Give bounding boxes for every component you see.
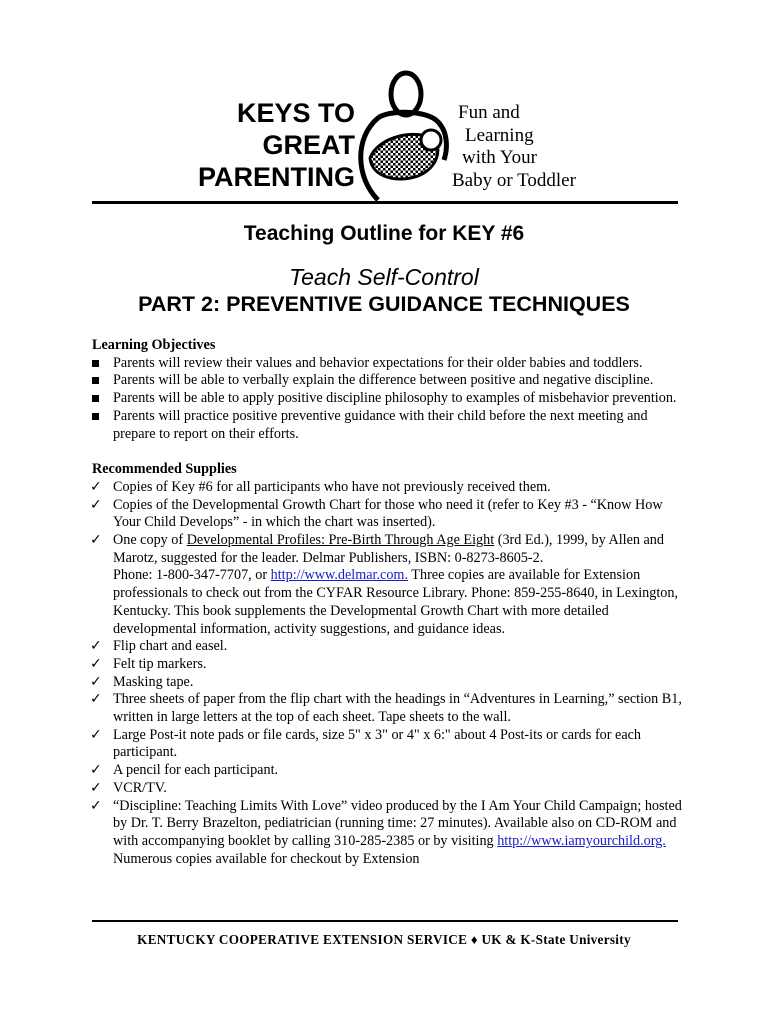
item-text: Copies of Key #6 for all participants who have not previously received them. <box>113 478 551 495</box>
logo-tagline <box>448 102 576 192</box>
list-item: Parents will review their values and behavior expectations for their older babies and toddlers. <box>92 355 682 373</box>
footer-org: KENTUCKY COOPERATIVE EXTENSION SERVICE <box>137 932 468 947</box>
item-text: “Discipline: Teaching Limits With Love” video produced by the I Am Your Child Campaign; hosted by Dr. T. Berry Brazelton, pediatrician (running time: 27 minutes). Available also on CD-ROM and with accompanying booklet by calling 310-285-2385 or by visiting <box>113 797 682 849</box>
list-item <box>92 762 682 780</box>
supplies-list <box>92 479 682 868</box>
checkmark-icon: ✓ <box>90 797 102 814</box>
item-text: Numerous copies available for checkout by Extension <box>113 850 420 867</box>
list-item <box>92 674 682 692</box>
footer <box>0 932 768 948</box>
item-text: Flip chart and easel. <box>113 638 228 655</box>
logo-line: PARENTING <box>197 162 355 192</box>
list-item <box>92 479 682 497</box>
list-item: Parents will be able to apply positive discipline philosophy to examples of misbehavior prevention. <box>92 390 682 408</box>
checkmark-icon: ✓ <box>90 655 102 672</box>
tagline-line: Baby or Toddler <box>452 169 576 191</box>
logo-line: GREAT <box>262 130 355 160</box>
list-item: Parents will practice positive preventive guidance with their child before the next meeting and prepare to report on their efforts. <box>92 408 682 443</box>
item-text: One copy of <box>113 532 187 549</box>
list-item <box>92 532 682 638</box>
checkmark-icon: ✓ <box>90 638 102 655</box>
checkmark-icon: ✓ <box>90 779 102 796</box>
item-text: Felt tip markers. <box>113 655 207 672</box>
outline-title: Teaching Outline for KEY #6 <box>243 222 525 245</box>
checkmark-icon: ✓ <box>90 691 102 708</box>
item-text: VCR/TV. <box>113 779 167 796</box>
checkmark-icon: ✓ <box>90 496 102 513</box>
item-text: Large Post-it note pads or file cards, size 5" x 3" or 4" x 6:" about 4 Post-its or cards for each participant. <box>113 726 642 761</box>
item-text: (3rd Ed.), 1999, by Allen and Marotz, suggested for the leader. Delmar Publishers, ISBN: 0-8273-8605-2. <box>113 532 664 566</box>
tagline-line: with Your <box>462 147 537 168</box>
supplies-heading: Recommended Supplies <box>92 461 237 478</box>
delmar-link[interactable]: http://www.delmar.com. <box>270 567 409 584</box>
list-item <box>92 780 682 798</box>
list-item <box>92 798 682 869</box>
iamyourchild-link[interactable]: http://www.iamyourchild.org. <box>497 832 666 849</box>
logo-line: KEYS TO <box>236 98 355 128</box>
objectives-list <box>92 355 682 444</box>
checkmark-icon: ✓ <box>90 762 102 779</box>
objectives-heading: Learning Objectives <box>92 337 216 353</box>
item-text: Masking tape. <box>113 673 194 690</box>
parent-baby-icon <box>348 68 458 203</box>
footer-divider <box>92 920 678 922</box>
document-body <box>92 337 682 868</box>
header-divider <box>92 201 678 204</box>
list-item <box>92 691 682 726</box>
logo-title <box>175 97 355 193</box>
item-text: Three copies are available for Extension professionals to check out from the CYFAR Resource Library. Phone: 859-255-8640, in Lexington, Kentucky. This book supplements the Developmental Growth Chart with more detailed developmental information, activity suggestions, and guidance ideas. <box>113 567 679 637</box>
diamond-icon: ♦ <box>470 932 478 947</box>
item-text: Phone: 1-800-347-7707, or <box>113 567 271 584</box>
item-text: Three sheets of paper from the flip chart with the headings in “Adventures in Learning,” section B1, written in large letters at the top of each sheet. Tape sheets to the wall. <box>113 691 682 726</box>
tagline-line: Fun and <box>458 102 520 123</box>
checkmark-icon: ✓ <box>90 726 102 743</box>
list-item <box>92 727 682 762</box>
key-title: Teach Self-Control <box>289 264 479 290</box>
item-text: A pencil for each participant. <box>113 762 279 779</box>
checkmark-icon: ✓ <box>90 673 102 690</box>
tagline-line: Learning <box>465 124 534 146</box>
list-item <box>92 656 682 674</box>
list-item: Parents will be able to verbally explain the difference between positive and negative discipline. <box>92 372 682 390</box>
list-item <box>92 497 682 532</box>
checkmark-icon: ✓ <box>90 532 102 549</box>
book-title: Developmental Profiles: Pre-Birth Through Age Eight <box>186 532 495 549</box>
footer-university: UK & K-State University <box>481 932 631 947</box>
item-text: Copies of the Developmental Growth Chart for those who need it (refer to Key #3 - “Know How Your Child Develops” - in which the chart was inserted). <box>113 496 663 531</box>
checkmark-icon: ✓ <box>90 478 102 495</box>
list-item <box>92 638 682 656</box>
part-title: PART 2: PREVENTIVE GUIDANCE TECHNIQUES <box>138 292 630 316</box>
